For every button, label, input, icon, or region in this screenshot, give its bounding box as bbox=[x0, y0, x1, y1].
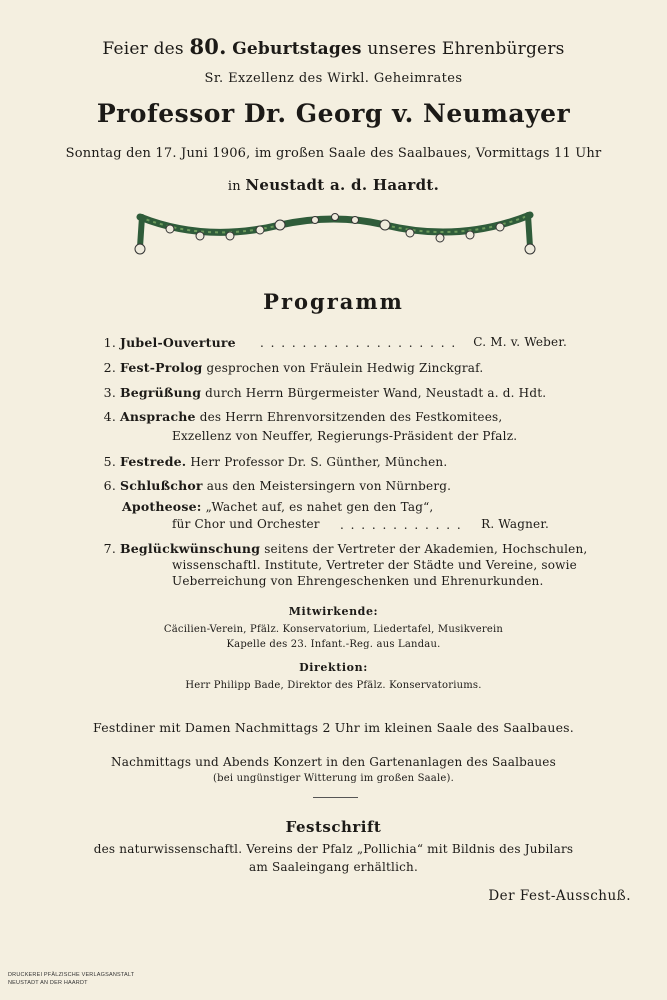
header-line-1-word: Geburtstages bbox=[232, 39, 362, 59]
program-item-1-leader: . . . . . . . . . . . . . . . . . . . bbox=[260, 336, 457, 350]
header-line-1-pre: Feier des bbox=[102, 39, 184, 59]
program-item-7-line-3: Ueberreichung von Ehrengeschenken und Ehrenurkunden. bbox=[172, 574, 544, 588]
header-line-1 bbox=[0, 34, 667, 59]
mitwirkende-line-2: Kapelle des 23. Infant.-Reg. aus Landau. bbox=[226, 639, 441, 650]
festschrift-line-2: am Saaleingang erhältlich. bbox=[249, 860, 418, 874]
program-item-3: 3. Begrüßung durch Herrn Bürgermeister Wand, Neustadt a. d. Hdt. bbox=[103, 385, 547, 400]
place-prefix: in bbox=[227, 179, 241, 194]
mitwirkende-heading: Mitwirkende: bbox=[288, 605, 379, 618]
divider bbox=[313, 797, 358, 798]
festschrift-title: Festschrift bbox=[285, 818, 382, 836]
header-line-2: Sr. Exzellenz des Wirkl. Geheimrates bbox=[204, 71, 463, 86]
konzert-line-1: Nachmittags und Abends Konzert in den Gartenanlagen des Saalbaues bbox=[111, 755, 556, 769]
date-line: Sonntag den 17. Juni 1906, im großen Saale des Saalbaues, Vormittags 11 Uhr bbox=[65, 146, 602, 161]
program-title: Programm bbox=[263, 289, 404, 314]
imprint-line-1: DRUCKEREI PFÄLZISCHE VERLAGSANSTALT bbox=[8, 972, 135, 978]
program-item-4: 4. Ansprache des Herrn Ehrenvorsitzenden des Festkomitees, bbox=[103, 409, 503, 424]
program-item-4-line-2: Exzellenz von Neuffer, Regierungs-Präsident der Pfalz. bbox=[172, 429, 518, 443]
program-item-apotheose-line-2: für Chor und Orchester bbox=[172, 517, 320, 531]
garland-ornament bbox=[130, 205, 540, 267]
program-item-7-line-2: wissenschaftl. Institute, Vertreter der Städte und Vereine, sowie bbox=[172, 558, 577, 572]
program-item-7: 7. Beglückwünschung seitens der Vertreter der Akademien, Hochschulen, bbox=[103, 541, 588, 556]
program-item-1: 1. Jubel-Ouverture bbox=[103, 335, 236, 350]
program-item-apotheose-credit: R. Wagner. bbox=[481, 517, 549, 531]
signature: Der Fest-Ausschuß. bbox=[488, 888, 631, 904]
direktion-line-1: Herr Philipp Bade, Direktor des Pfälz. Konservatoriums. bbox=[185, 680, 482, 691]
program-item-5: 5. Festrede. Herr Professor Dr. S. Günther, München. bbox=[103, 454, 448, 469]
honoree-name: Professor Dr. Georg v. Neumayer bbox=[96, 99, 571, 128]
program-item-apotheose-leader: . . . . . . . . . . . . bbox=[340, 518, 463, 532]
festschrift-line-1: des naturwissenschaftl. Vereins der Pfalz „Pollichia“ mit Bildnis des Jubilars bbox=[93, 842, 574, 856]
header-line-1-number: 80. bbox=[189, 34, 227, 59]
program-item-1-credit: C. M. v. Weber. bbox=[473, 335, 567, 349]
program-item-apotheose: Apotheose: „Wachet auf, es nahet gen den Tag“, bbox=[122, 499, 434, 514]
program-item-6: 6. Schlußchor aus den Meistersingern von Nürnberg. bbox=[103, 478, 452, 493]
direktion-heading: Direktion: bbox=[299, 661, 368, 674]
header-line-1-post: unseres Ehrenbürgers bbox=[367, 39, 565, 59]
program-item-2: 2. Fest-Prolog gesprochen von Fräulein Hedwig Zinckgraf. bbox=[103, 360, 484, 375]
place-name: Neustadt a. d. Haardt. bbox=[245, 176, 440, 194]
imprint-line-2: NEUSTADT AN DER HAARDT bbox=[8, 980, 88, 986]
festdiner-line: Festdiner mit Damen Nachmittags 2 Uhr im kleinen Saale des Saalbaues. bbox=[93, 720, 574, 735]
mitwirkende-line-1: Cäcilien-Verein, Pfälz. Konservatorium, Liedertafel, Musikverein bbox=[163, 624, 504, 635]
place-line bbox=[0, 176, 667, 194]
konzert-line-2: (bei ungünstiger Witterung im großen Saale). bbox=[213, 773, 454, 784]
